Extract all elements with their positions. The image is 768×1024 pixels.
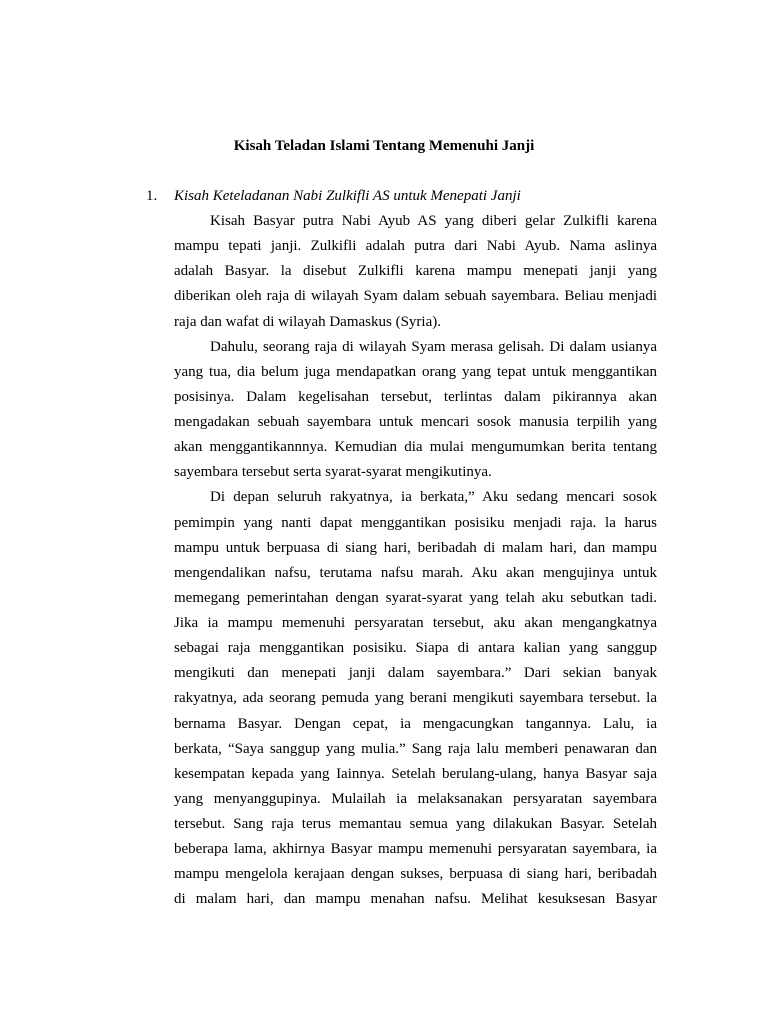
paragraph-2 <box>174 335 657 486</box>
paragraph-line: kesempatan kepada yang Iainnya. Setelah berulang-ulang, hanya Basyar saja <box>174 765 657 782</box>
paragraph-line: mengendalikan nafsu, terutama nafsu marah. Aku akan mengujinya untuk <box>174 564 657 581</box>
section-heading <box>146 187 521 205</box>
paragraph-line: posisinya. Dalam kegelisahan tersebut, terlintas dalam pikirannya akan <box>174 388 657 405</box>
paragraph-line: raja dan wafat di wilayah Damaskus (Syria). <box>174 313 441 330</box>
paragraph-line: rakyatnya, ada seorang pemuda yang berani mengikuti sayembara tersebut. la <box>174 690 657 707</box>
paragraph-line: yang tua, dia belum juga mendapatkan orang yang tepat untuk menggantikan <box>174 363 657 380</box>
paragraph-line: tersebut. Sang raja terus memantau semua yang dilakukan Basyar. Setelah <box>174 816 657 832</box>
paragraph-line: akan menggantikannnya. Kemudian dia mulai mengumumkan berita tentang <box>174 439 657 456</box>
paragraph-line: Kisah Basyar putra Nabi Ayub AS yang diberi gelar Zulkifli karena <box>210 213 657 229</box>
paragraph-line: mampu mengelola kerajaan dengan sukses, berpuasa di siang hari, beribadah <box>174 866 657 883</box>
paragraph-line: mengikuti dan menepati janji dalam sayembara.” Dari sekian banyak <box>174 665 657 682</box>
paragraph-line: Jika ia mampu memenuhi persyaratan tersebut, aku akan mengangkatnya <box>174 615 657 631</box>
paragraph-1 <box>174 209 657 335</box>
document-title: Kisah Teladan Islami Tentang Memenuhi Janji <box>233 138 535 154</box>
paragraph-line: sayembara tersebut serta syarat-syarat mengikutinya. <box>174 464 492 481</box>
paragraph-line: mampu untuk berpuasa di siang hari, beribadah di malam hari, dan mampu <box>174 539 657 556</box>
body-text <box>174 209 657 913</box>
paragraph-line: di malam hari, dan mampu menahan nafsu. Melihat kesuksesan Basyar <box>174 891 657 908</box>
section-number: 1. <box>146 188 158 204</box>
paragraph-line: adalah Basyar. la disebut Zulkifli karena mampu menepati janji yang <box>174 263 657 280</box>
paragraph-3 <box>174 485 657 912</box>
paragraph-line: sebagai raja menggantikan posisiku. Siapa di antara kalian yang sanggup <box>174 640 657 657</box>
paragraph-line: berkata, “Saya sanggup yang mulia.” Sang raja lalu memberi penawaran dan <box>174 740 657 757</box>
paragraph-line: memegang pemerintahan dengan syarat-syarat yang telah aku sebutkan tadi. <box>174 589 657 606</box>
paragraph-line: mengadakan sebuah sayembara untuk mencari sosok manusia terpilih yang <box>174 414 657 430</box>
section-title: Kisah Keteladanan Nabi Zulkifli AS untuk Menepati Janji <box>174 188 521 204</box>
paragraph-line: bernama Basyar. Dengan cepat, ia mengacungkan tangannya. Lalu, ia <box>174 715 657 732</box>
paragraph-line: Di depan seluruh rakyatnya, ia berkata,” Aku sedang mencari sosok <box>210 489 657 506</box>
paragraph-line: diberikan oleh raja di wilayah Syam dalam sebuah sayembara. Beliau menjadi <box>174 288 657 305</box>
paragraph-line: mampu tepati janji. Zulkifli adalah putra dari Nabi Ayub. Nama aslinya <box>174 238 657 255</box>
paragraph-line: yang menyanggupinya. Mulailah ia melaksanakan persyaratan sayembara <box>174 790 657 807</box>
paragraph-line: pemimpin yang nanti dapat menggantikan posisiku menjadi raja. la harus <box>174 514 657 531</box>
paragraph-line: beberapa lama, akhirnya Basyar mampu memenuhi persyaratan sayembara, ia <box>174 841 657 858</box>
paragraph-line: Dahulu, seorang raja di wilayah Syam merasa gelisah. Di dalam usianya <box>210 338 657 355</box>
